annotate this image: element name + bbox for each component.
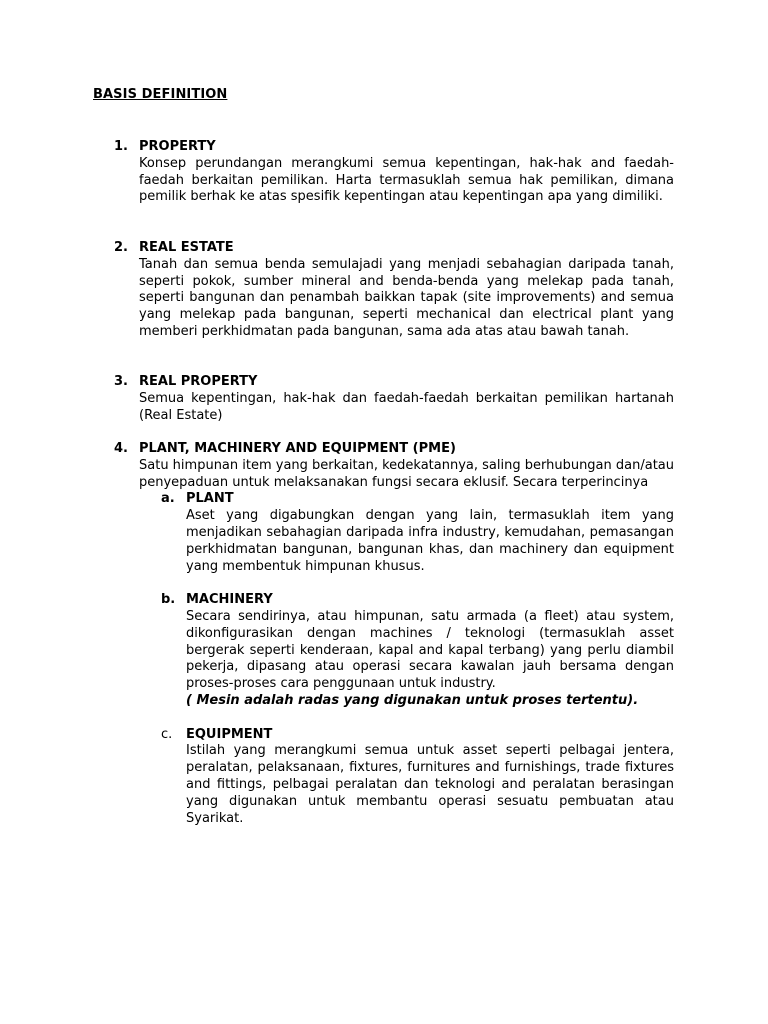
subsection-text: Istilah yang merangkumi semua untuk asset seperti pelbagai jentera, peralatan, pelaksanaan, fixtures, furnitures and furnishings, trade fixtures and fittings, pelbagai peralatan dan teknologi and peralatan berasingan yang digunakan untuk membantu operasi sesuatu pembuatan atau Syarikat. [186,743,674,826]
subsection-letter: a. [161,491,175,507]
subsection-machinery [161,592,674,710]
section-header [114,374,674,391]
section-number: 4. [114,441,128,456]
section-header [114,441,674,458]
subsection-header [161,491,674,508]
section-number: 3. [114,374,128,389]
section-heading: REAL ESTATE [139,240,234,255]
spacer [114,575,674,592]
subsection-heading: MACHINERY [186,592,273,608]
section-heading: REAL PROPERTY [139,374,258,389]
subsection-text: Secara sendirinya, atau himpunan, satu armada (a fleet) atau system, dikonfigurasikan dengan machines / teknologi (termasuklah asset bergerak seperti kenderaan, kapal and kapal terbang) yang perlu diambil pekerja, dipasang atau operasi secara kawalan jauh bersama dengan proses-proses cara penggunaan untuk industry. [186,608,674,692]
subsection-equipment [161,727,674,828]
section-header [114,139,674,156]
subsection-note: ( Mesin adalah radas yang digunakan untuk proses tertentu). [186,692,639,708]
section-number: 2. [114,240,128,255]
section-header [114,240,674,257]
subsection-heading: PLANT [186,491,234,507]
subsection-letter: c. [161,726,173,742]
spacer [114,710,674,727]
document-title: BASIS DEFINITION [93,87,228,102]
section-number: 1. [114,139,128,154]
section-heading: PROPERTY [139,139,216,154]
section-pme [114,441,674,827]
section-text: Tanah dan semua benda semulajadi yang menjadi sebahagian daripada tanah, seperti pokok, sumber mineral and benda-benda yang melekap pada tanah, seperti bangunan dan penambah baikkan tapak (site improvements) and semua yang melekap pada bangunan, seperti mechanical dan electrical plant yang memberi perkhidmatan pada bangunan, sama ada atas atau bawah tanah. [139,256,674,339]
subsection-heading: EQUIPMENT [186,726,273,742]
subsection-text: Aset yang digabungkan dengan yang lain, termasuklah item yang menjadikan sebahagian daripada infra industry, kemudahan, pemasangan perkhidmatan bangunan, bangunan khas, dan machinery dan equipment yang membentuk himpunan khusus. [186,508,674,574]
section-property [114,139,674,206]
subsection-header [161,592,674,609]
section-real-property [114,374,674,424]
subsection-plant [161,491,674,575]
section-real-estate [114,240,674,341]
section-text: Satu himpunan item yang berkaitan, kedekatannya, saling berhubungan dan/atau penyepaduan untuk melaksanakan fungsi secara eklusif. Secara terperincinya [139,457,674,490]
section-text: Semua kepentingan, hak-hak dan faedah-faedah berkaitan pemilikan hartanah (Real Estate) [139,390,674,423]
subsection-header [161,727,674,744]
subsection-letter: b. [161,592,176,608]
section-heading: PLANT, MACHINERY AND EQUIPMENT (PME) [139,441,456,456]
section-text: Konsep perundangan merangkumi semua kepentingan, hak-hak and faedah-faedah berkaitan pemilikan. Harta termasuklah semua hak pemilikan, dimana pemilik berhak ke atas spesifik kepentingan atau kepentingan apa yang dimiliki. [139,155,674,205]
